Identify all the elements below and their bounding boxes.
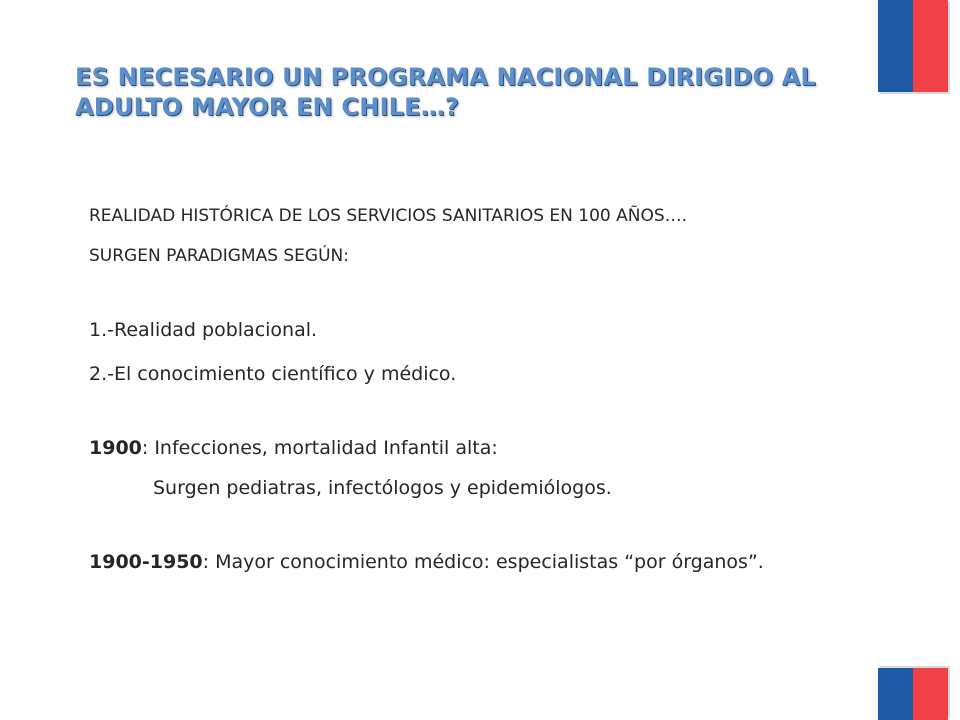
body-line-4: 2.-El conocimiento científico y médico. [89, 363, 457, 385]
flag-decoration-bottom [878, 668, 948, 720]
flag-blue-stripe [878, 668, 913, 720]
slide-title-line-2: ADULTO MAYOR EN CHILE…? [75, 93, 460, 121]
year-1900: 1900 [89, 437, 142, 459]
body-line-7 [89, 550, 764, 574]
flag-red-stripe [913, 668, 948, 720]
body-line-1: REALIDAD HISTÓRICA DE LOS SERVICIOS SANITARIOS EN 100 AÑOS…. [89, 206, 688, 226]
slide-title [75, 62, 915, 122]
body-line-5 [89, 436, 498, 460]
year-1900-1950: 1900-1950 [89, 551, 203, 573]
year-1900-1950-text: : Mayor conocimiento médico: especialistas “por órganos”. [202, 551, 764, 573]
slide-title-line-1: ES NECESARIO UN PROGRAMA NACIONAL DIRIGIDO AL [75, 63, 816, 91]
flag-red-stripe [913, 0, 948, 92]
body-line-6: Surgen pediatras, infectólogos y epidemiólogos. [153, 477, 612, 499]
body-line-2: SURGEN PARADIGMAS SEGÚN: [89, 246, 349, 266]
body-line-3: 1.-Realidad poblacional. [89, 319, 318, 341]
year-1900-text: : Infecciones, mortalidad Infantil alta: [141, 437, 498, 459]
